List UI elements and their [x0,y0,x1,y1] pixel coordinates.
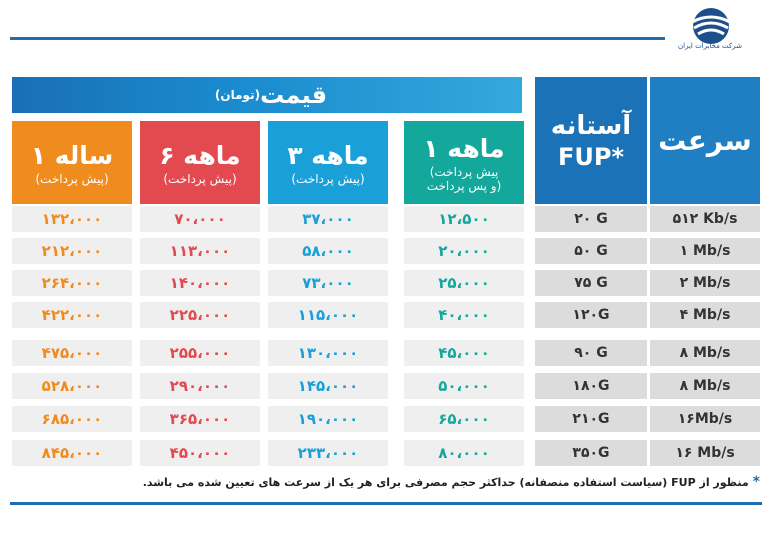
cell-p3: ۱۳۰،۰۰۰ [268,340,388,366]
cell-p6: ۷۰،۰۰۰ [140,206,260,232]
cell-fup: ۲۰ G [535,206,647,232]
cell-speed: ۱ Mb/s [650,238,760,264]
cell-p3: ۱۴۵،۰۰۰ [268,373,388,399]
cell-speed: ۱۶ Mb/s [650,440,760,466]
cell-speed: ۸ Mb/s [650,373,760,399]
logo-caption: شرکت مخابرات ایران [678,42,742,50]
cell-p12: ۶۸۵،۰۰۰ [12,406,132,432]
column-header-1-month [404,121,524,204]
cell-p6: ۳۶۵،۰۰۰ [140,406,260,432]
cell-p12: ۲۶۴،۰۰۰ [12,270,132,296]
cell-fup: ۱۲۰G [535,302,647,328]
cell-fup: ۱۸۰G [535,373,647,399]
cell-p12: ۴۷۵،۰۰۰ [12,340,132,366]
column-title: ۱ ساله [30,140,114,170]
cell-speed: ۱۶Mb/s [650,406,760,432]
cell-p12: ۴۲۲،۰۰۰ [12,302,132,328]
cell-p6: ۲۵۵،۰۰۰ [140,340,260,366]
cell-speed: ۸ Mb/s [650,340,760,366]
cell-p3: ۵۸،۰۰۰ [268,238,388,264]
cell-p1: ۶۵،۰۰۰ [404,406,524,432]
table-row [12,206,760,232]
footnote-text: منظور از FUP (سیاست استفاده منصفانه) حداکثر حجم مصرفی برای هر یک از سرعت های تعیین شده می باشد. [142,476,749,489]
cell-p12: ۲۱۲،۰۰۰ [12,238,132,264]
column-header-3-month [268,121,388,204]
bottom-divider [10,502,762,505]
table-row [12,340,760,366]
cell-p3: ۱۹۰،۰۰۰ [268,406,388,432]
footnote-star: * [752,474,760,490]
cell-p1: ۴۵،۰۰۰ [404,340,524,366]
table-row [12,302,760,328]
cell-speed: ۵۱۲ Kb/s [650,206,760,232]
column-subtitle: (پیش پرداخت) [163,171,237,186]
cell-p1: ۸۰،۰۰۰ [404,440,524,466]
table-row [12,238,760,264]
table-row [12,270,760,296]
table-row [12,406,760,432]
cell-p3: ۷۳،۰۰۰ [268,270,388,296]
cell-p1: ۲۰،۰۰۰ [404,238,524,264]
column-subtitle-2: و پس پرداخت) [426,178,502,193]
cell-fup: ۵۰ G [535,238,647,264]
cell-p12: ۵۲۸،۰۰۰ [12,373,132,399]
footnote [100,474,760,494]
speed-title: سرعت [658,124,752,157]
column-subtitle: (پیش پرداخت [429,164,499,179]
fup-subtitle: FUP* [557,142,625,171]
column-title: ۶ ماهه [159,140,241,170]
column-subtitle: (پیش پرداخت) [291,171,365,186]
fup-header [535,77,647,204]
tci-logo-icon [682,6,740,62]
table-row [12,373,760,399]
speed-header [650,77,760,204]
cell-fup: ۳۵۰G [535,440,647,466]
cell-fup: ۲۱۰G [535,406,647,432]
cell-p3: ۱۱۵،۰۰۰ [268,302,388,328]
column-title: ۱ ماهه [423,133,505,163]
cell-p1: ۴۰،۰۰۰ [404,302,524,328]
cell-p6: ۲۹۰،۰۰۰ [140,373,260,399]
table-row [12,440,760,466]
cell-p3: ۳۷،۰۰۰ [268,206,388,232]
cell-p12: ۱۳۲،۰۰۰ [12,206,132,232]
column-header-6-month [140,121,260,204]
column-header-1-year [12,121,132,204]
top-divider [10,37,665,40]
cell-speed: ۴ Mb/s [650,302,760,328]
cell-p6: ۱۱۳،۰۰۰ [140,238,260,264]
cell-p1: ۵۰،۰۰۰ [404,373,524,399]
cell-p1: ۲۵،۰۰۰ [404,270,524,296]
cell-p6: ۱۴۰،۰۰۰ [140,270,260,296]
cell-p6: ۴۵۰،۰۰۰ [140,440,260,466]
cell-speed: ۲ Mb/s [650,270,760,296]
cell-fup: ۹۰ G [535,340,647,366]
cell-p12: ۸۴۵،۰۰۰ [12,440,132,466]
price-title: قیمت [260,81,328,109]
price-header [12,77,522,113]
cell-fup: ۷۵ G [535,270,647,296]
price-unit: (تومان) [214,88,261,102]
column-title: ۳ ماهه [287,140,369,170]
cell-p1: ۱۲،۵۰۰ [404,206,524,232]
column-subtitle: (پیش پرداخت) [35,171,109,186]
cell-p3: ۲۳۳،۰۰۰ [268,440,388,466]
fup-title: آستانه [550,110,632,141]
cell-p6: ۲۲۵،۰۰۰ [140,302,260,328]
